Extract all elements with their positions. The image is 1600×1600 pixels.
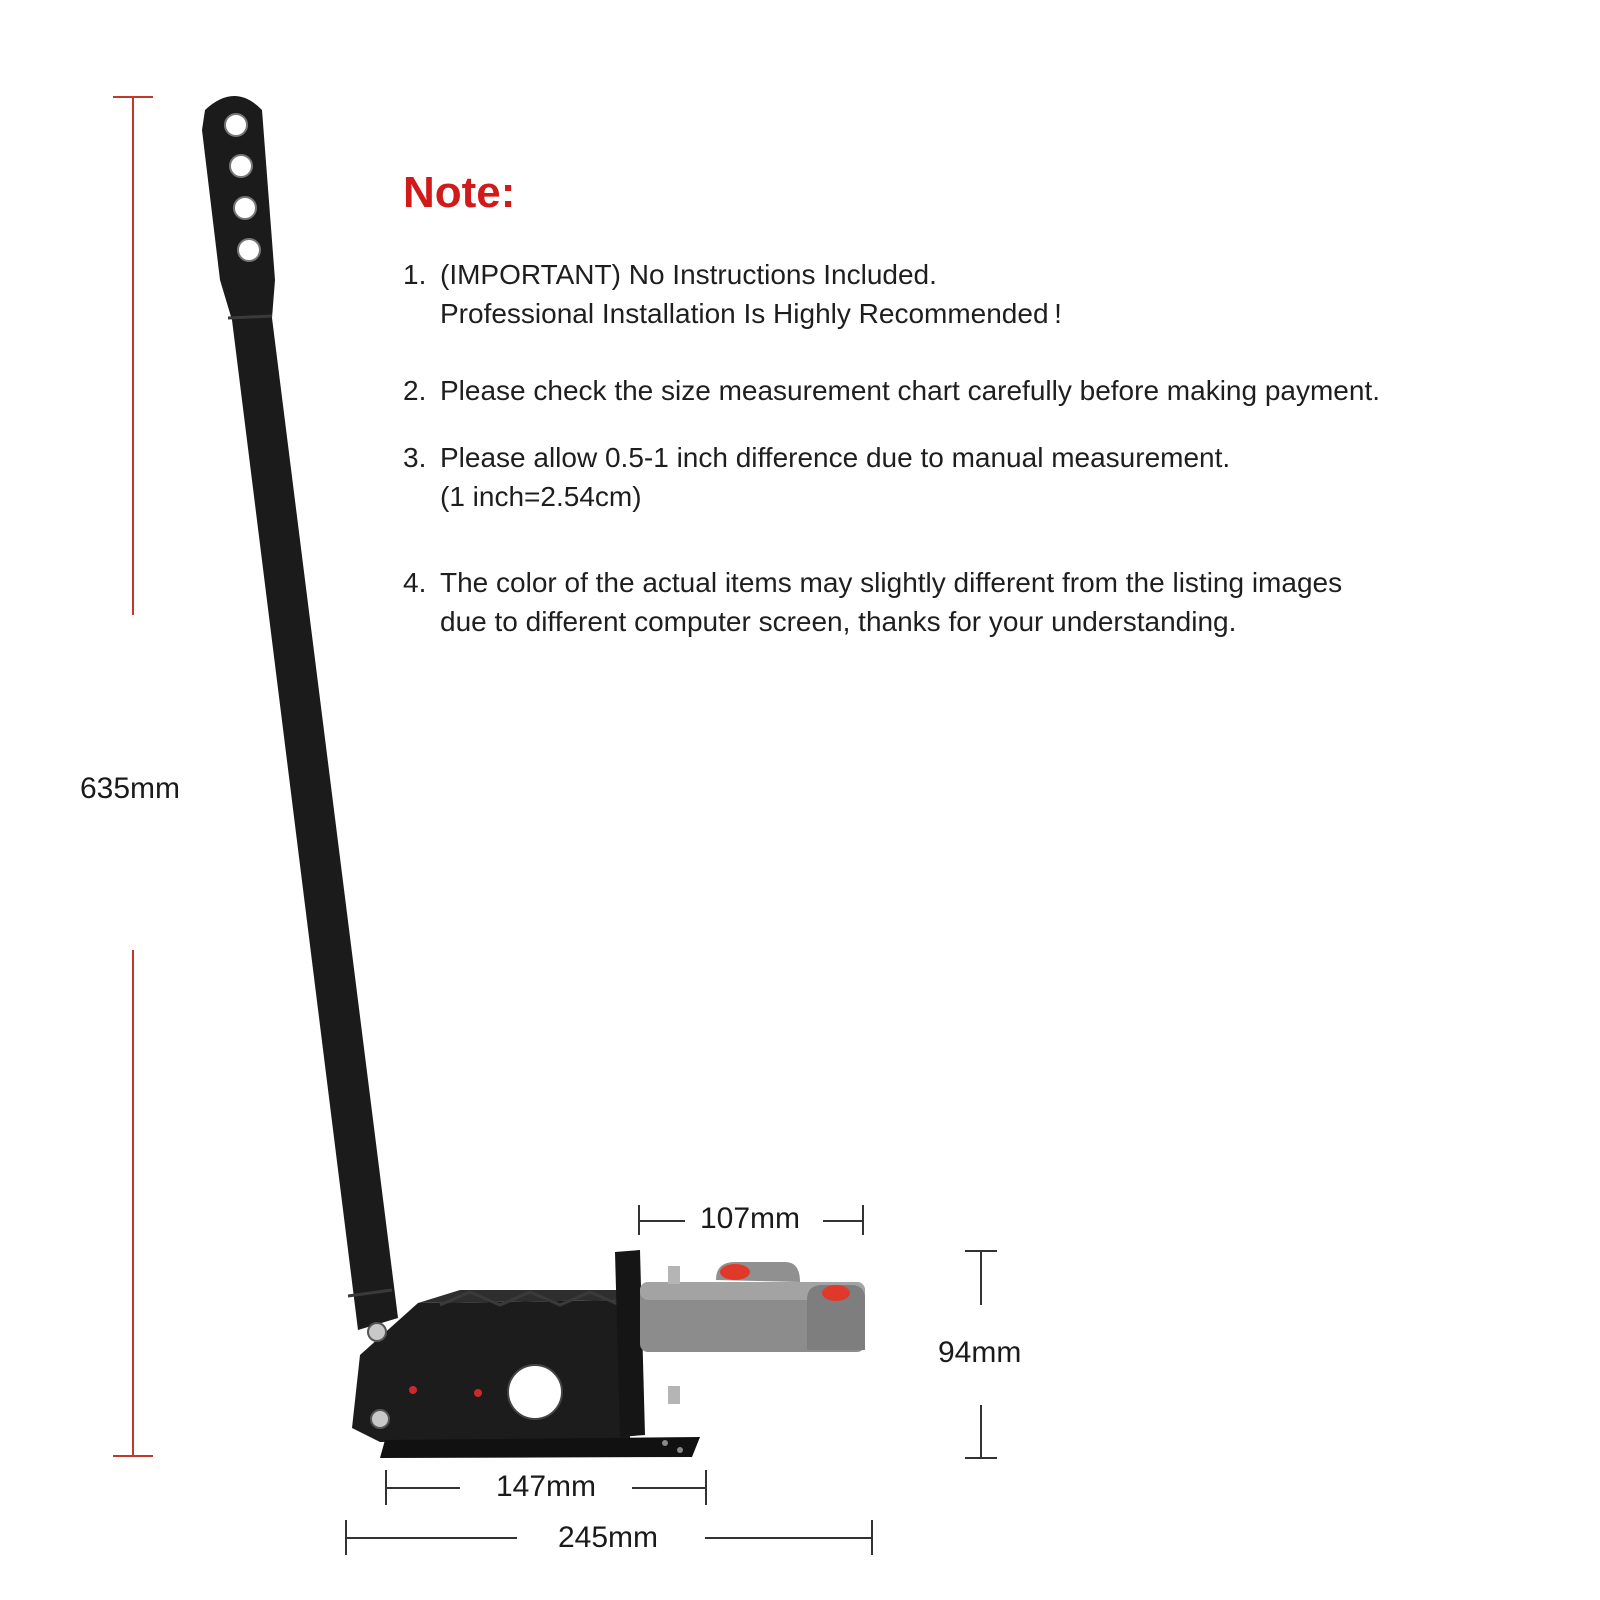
note-item-line: Professional Installation Is Highly Recommended !: [440, 298, 1062, 329]
note-item-line: Please allow 0.5-1 inch difference due to manual measurement.: [440, 442, 1231, 473]
note-item-line: due to different computer screen, thanks for your understanding.: [440, 606, 1237, 637]
note-item-number: 2.: [403, 375, 427, 406]
total-length-label: 245mm: [558, 1521, 659, 1554]
note-item-number: 1.: [403, 259, 427, 290]
note-item-line: Please check the size measurement chart carefully before making payment.: [440, 375, 1381, 406]
note-item-1: [403, 255, 1062, 333]
red-cap-left: [720, 1264, 750, 1280]
red-cap-right: [822, 1285, 850, 1301]
note-item-line: (1 inch=2.54cm): [440, 481, 642, 512]
note-item-3: [403, 438, 1230, 516]
master-cylinder: [640, 1262, 865, 1404]
note-item-number: 4.: [403, 567, 427, 598]
note-item-number: 3.: [403, 442, 427, 473]
height-dimension-label: 635mm: [80, 772, 181, 805]
note-item-2: [403, 371, 1380, 410]
note-item-4: [403, 563, 1342, 641]
base-housing: [352, 1250, 700, 1458]
lever-arm: [202, 96, 398, 1330]
cylinder-length-label: 107mm: [700, 1202, 801, 1235]
note-title: Note:: [403, 168, 516, 217]
note-item-line: (IMPORTANT) No Instructions Included.: [440, 259, 937, 290]
base-length-label: 147mm: [496, 1470, 597, 1503]
cylinder-height-label: 94mm: [938, 1336, 1022, 1369]
note-item-line: The color of the actual items may slightly different from the listing images: [440, 567, 1343, 598]
